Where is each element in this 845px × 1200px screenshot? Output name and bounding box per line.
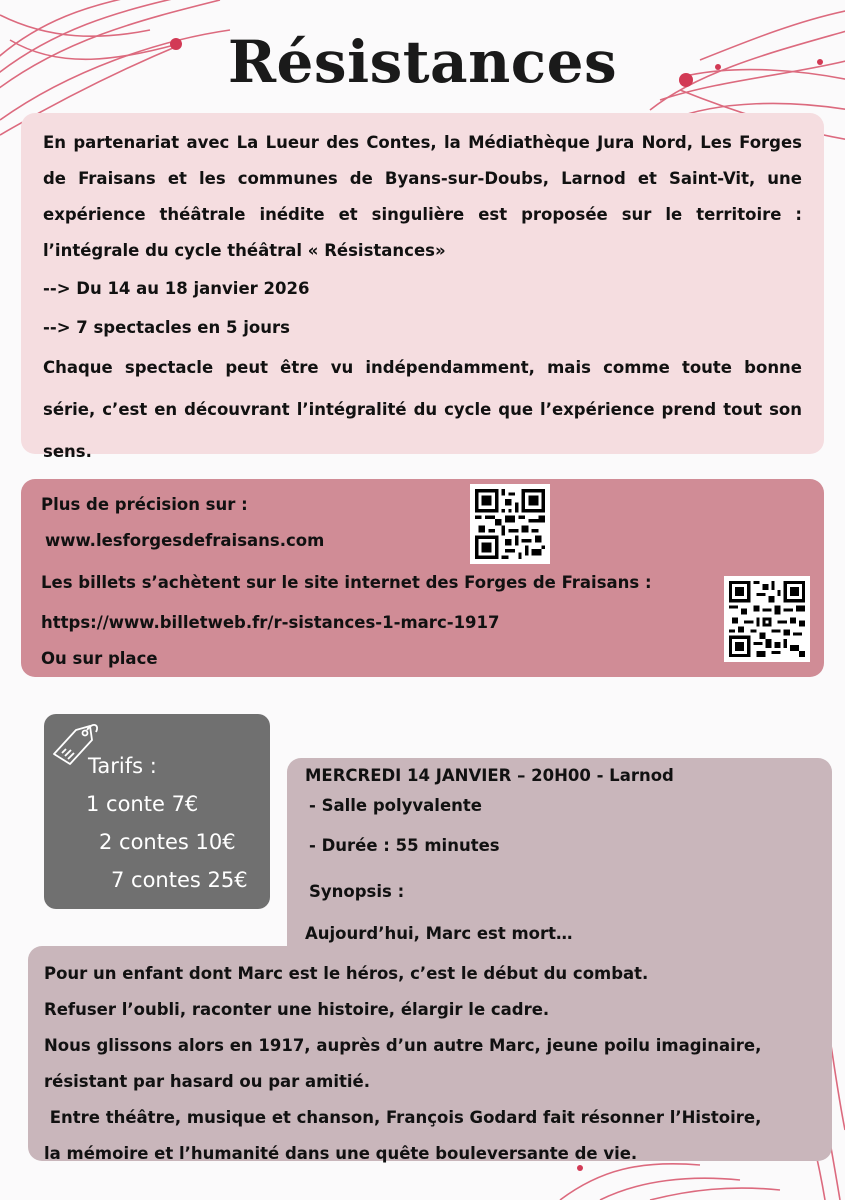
synopsis-line: Nous glissons alors en 1917, auprès d’un autre Marc, jeune poilu imaginaire, <box>44 1036 762 1055</box>
intro-panel <box>21 113 824 461</box>
intro-dates: --> Du 14 au 18 janvier 2026 <box>43 279 310 298</box>
ticket-qr-code[interactable] <box>724 576 810 662</box>
tarifs-title: Tarifs : <box>88 754 157 778</box>
website-qr-code[interactable] <box>470 484 550 564</box>
tarif-item: 7 contes 25€ <box>111 868 248 892</box>
event-venue: - Salle polyvalente <box>309 796 482 815</box>
synopsis-line: résistant par hasard ou par amitié. <box>44 1072 371 1091</box>
synopsis-first-line: Aujourd’hui, Marc est mort… <box>305 924 573 943</box>
tarif-item: 1 conte 7€ <box>86 792 199 816</box>
intro-paragraph: En partenariat avec La Lueur des Contes, la Médiathèque Jura Nord, Les Forges de Fraisans et les communes de Byans-sur-Doubs, Larnod et Saint-Vit, une expérience théâtrale inédite et singulière est proposée sur le territoire : l’intégrale du cycle théâtral « Résistances» <box>43 133 802 260</box>
synopsis-line: Pour un enfant dont Marc est le héros, c’est le début du combat. <box>44 964 649 983</box>
synopsis-line: Refuser l’oubli, raconter une histoire, élargir le cadre. <box>44 1000 550 1019</box>
event-duration: - Durée : 55 minutes <box>309 836 500 855</box>
precision-label: Plus de précision sur : <box>41 495 248 514</box>
page-title: Résistances <box>227 28 618 96</box>
info-panel <box>21 479 824 677</box>
website-link[interactable]: www.lesforgesdefraisans.com <box>45 531 325 550</box>
onsite-label: Ou sur place <box>41 649 158 668</box>
intro-closing: Chaque spectacle peut être vu indépendamment, mais comme toute bonne série, c’est en découvrant l’intégralité du cycle que l’expérience prend tout son sens. <box>43 358 802 461</box>
tarifs-panel <box>44 714 270 909</box>
synopsis-label: Synopsis : <box>309 882 405 901</box>
synopsis-line: la mémoire et l’humanité dans une quête bouleversante de vie. <box>44 1144 638 1163</box>
tickets-label: Les billets s’achètent sur le site internet des Forges de Fraisans : <box>41 573 652 592</box>
synopsis-line: Entre théâtre, musique et chanson, François Godard fait résonner l’Histoire, <box>44 1108 762 1127</box>
ticket-url-link[interactable]: https://www.billetweb.fr/r-sistances-1-marc-1917 <box>41 613 500 632</box>
event-heading: MERCREDI 14 JANVIER – 20H00 - Larnod <box>305 766 674 785</box>
synopsis-text <box>44 956 834 1172</box>
tarif-item: 2 contes 10€ <box>99 830 236 854</box>
intro-count: --> 7 spectacles en 5 jours <box>43 318 290 337</box>
